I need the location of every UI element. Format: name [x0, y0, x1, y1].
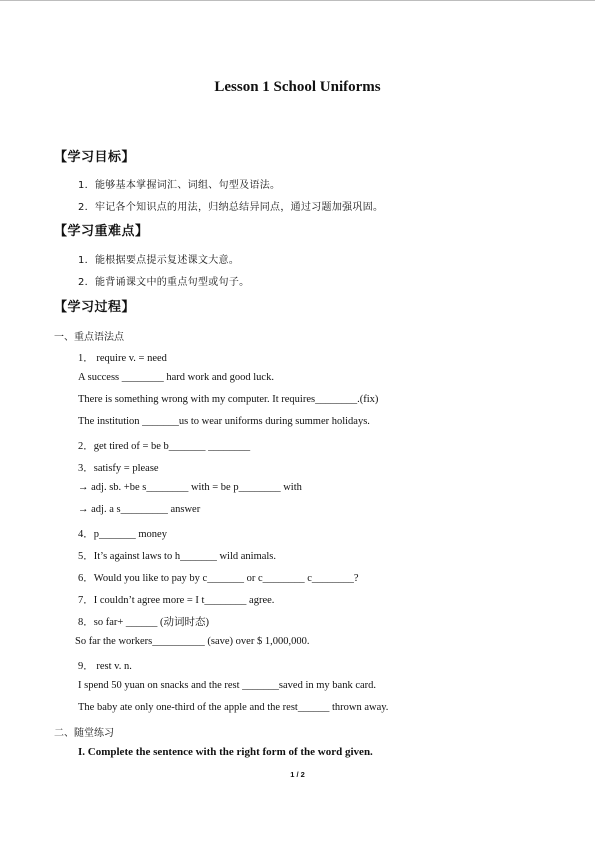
page-title: Lesson 1 School Uniforms — [214, 79, 381, 95]
top-border-line — [0, 0, 595, 1]
grammar-line: 5．It’s against laws to h_______ wild animals. — [78, 551, 277, 562]
grammar-line: 8．so far+ ______ (动词时态) — [78, 617, 210, 628]
grammar-line: So far the workers__________ (save) over $ 1,000,000. — [75, 636, 310, 647]
goal-item-1: 1．能够基本掌握词汇、词组、句型及语法。 — [78, 180, 281, 191]
grammar-line: 1． require v. = need — [78, 353, 167, 364]
grammar-line: 2．get tired of = be b_______ ________ — [78, 441, 251, 452]
goal-item-2: 2．牢记各个知识点的用法，归纳总结异同点，通过习题加强巩固。 — [78, 202, 384, 213]
grammar-line: The institution _______us to wear uniforms during summer holidays. — [78, 416, 370, 427]
key-points-heading: 【学习重难点】 — [54, 224, 149, 239]
grammar-line: There is something wrong with my computer. It requires________.(fix) — [78, 394, 379, 405]
page-number: 1 / 2 — [290, 770, 305, 779]
part2-title: 二、随堂练习 — [54, 728, 114, 739]
grammar-line: → adj. sb. +be s________ with = be p________ with — [78, 482, 302, 493]
grammar-line: The baby ate only one-third of the apple and the rest______ thrown away. — [78, 702, 389, 713]
key-point-item-1: 1．能根据要点提示复述课文大意。 — [78, 255, 240, 266]
exercise-instruction: I. Complete the sentence with the right form of the word given. — [78, 746, 373, 758]
key-point-item-2: 2．能背诵课文中的重点句型或句子。 — [78, 277, 250, 288]
grammar-line: → adj. a s_________ answer — [78, 504, 201, 515]
grammar-line: 6．Would you like to pay by c_______ or c________ c________? — [78, 573, 359, 584]
grammar-line: 3．satisfy = please — [78, 463, 159, 474]
grammar-line: A success ________ hard work and good luck. — [78, 372, 274, 383]
grammar-line: 7．I couldn’t agree more = I t________ agree. — [78, 595, 275, 606]
process-heading: 【学习过程】 — [54, 300, 136, 315]
grammar-line: I spend 50 yuan on snacks and the rest _______saved in my bank card. — [78, 680, 377, 691]
part1-title: 一、重点语法点 — [54, 332, 124, 343]
grammar-line: 4．p_______ money — [78, 529, 167, 540]
goals-heading: 【学习目标】 — [54, 150, 136, 165]
grammar-line: 9． rest v. n. — [78, 661, 132, 672]
